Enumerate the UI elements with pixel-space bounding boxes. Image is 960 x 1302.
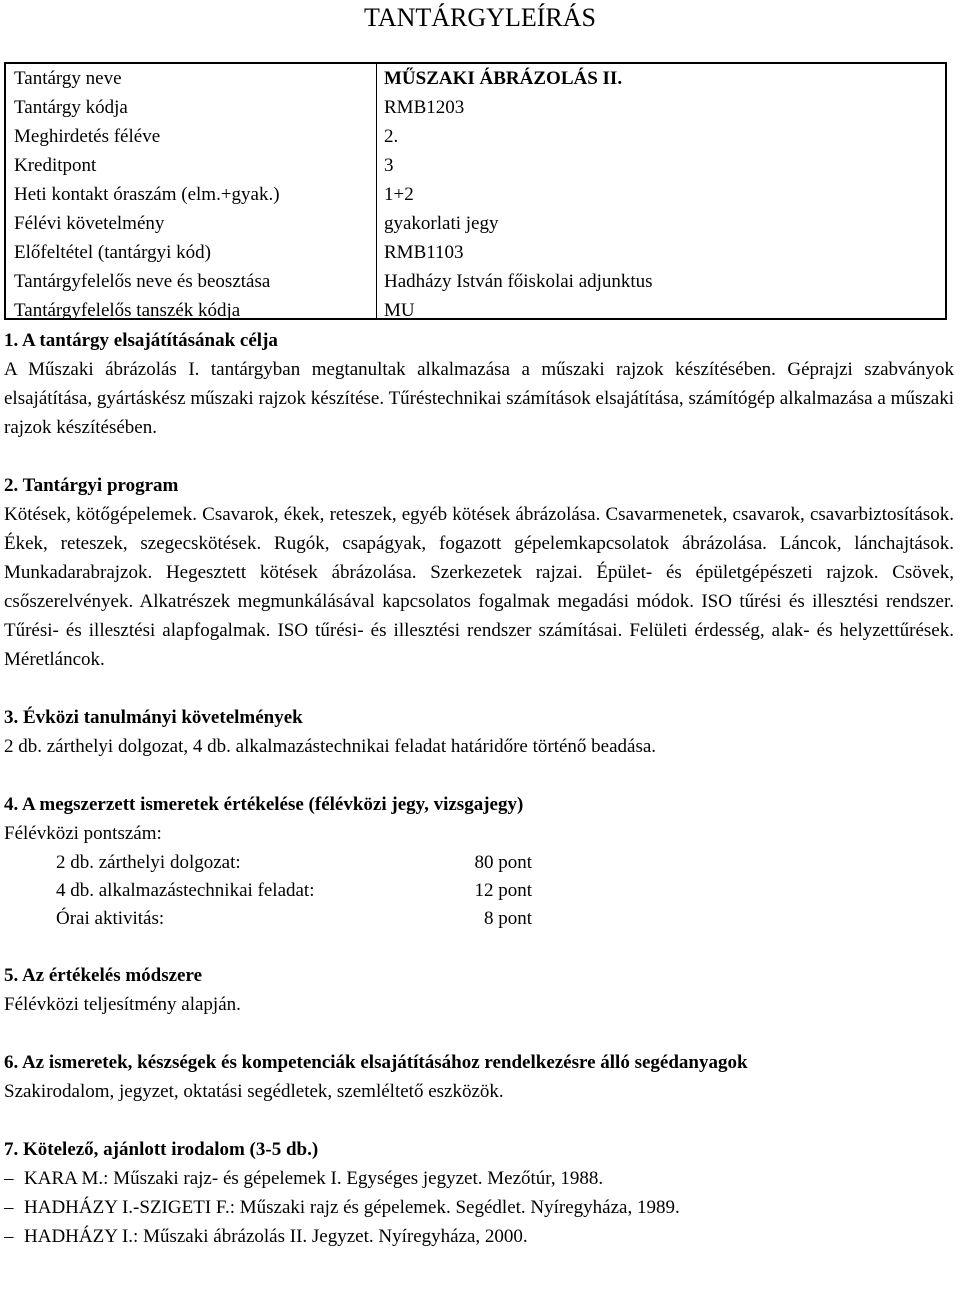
section-program (4, 471, 954, 674)
info-row (6, 64, 945, 93)
section-literature (4, 1135, 954, 1251)
section-heading: 3. Évközi tanulmányi követelmények (4, 707, 303, 728)
info-value: MU (384, 300, 415, 321)
score-label: 4 db. alkalmazástechnikai feladat: (56, 880, 315, 901)
section-text: A Műszaki ábrázolás I. tantárgyban megtanultak alkalmazása a műszaki rajzok készítésében. Géprajzi szabványok elsajátítása, gyártáskész műszaki rajzok készítése. Tűréstechnikai számítások elsajátítása, számítógép alkalmazása a műszaki rajzok készítésében. (4, 359, 954, 438)
info-row (6, 209, 945, 238)
info-row (6, 122, 945, 151)
section-method (4, 961, 954, 1019)
literature-entry: KARA M.: Műszaki rajz- és gépelemek I. Egységes jegyzet. Mezőtúr, 1988. (24, 1168, 604, 1189)
section-text: Kötések, kötőgépelemek. Csavarok, ékek, reteszek, egyéb kötések ábrázolása. Csavarmenetek, csavarok, csavarbiztosítások. Ékek, reteszek, szegecskötések. Rugók, csapágyak, fogazott gépelemkapcsolatok ábrázolása. Láncok, lánchajtások. Munkadarabrajzok. Hegesztett kötések ábrázolása. Szerkezetek rajzai. Épület- és épületgépészeti rajzok. Csövek, csőszerelvények. Alkatrészek megmunkálásával kapcsolatos fogalmak megadási módok. ISO tűrési és illesztési rendszer. Tűrési- és illesztési alapfogalmak. ISO tűrési- és illesztési rendszer számításai. Felületi érdesség, alak- és helyzettűrések. Méretláncok. (4, 504, 954, 670)
section-evaluation (4, 790, 954, 932)
info-value: 2. (384, 126, 399, 147)
info-row (6, 151, 945, 180)
info-row (6, 93, 945, 122)
score-points: 8 pont (483, 908, 532, 929)
info-value: Hadházy István főiskolai adjunktus (384, 271, 653, 292)
section-text: 2 db. zárthelyi dolgozat, 4 db. alkalmazástechnikai feladat határidőre történő beadása. (4, 736, 657, 757)
course-info-table (4, 62, 947, 320)
info-value: 3 (384, 155, 394, 176)
document-body (4, 326, 954, 1280)
section-heading: 2. Tantárgyi program (4, 475, 179, 496)
info-value: MŰSZAKI ÁBRÁZOLÁS II. (384, 68, 623, 89)
section-materials (4, 1048, 954, 1106)
column-divider (376, 64, 377, 318)
score-row (56, 904, 954, 932)
info-value: RMB1103 (384, 242, 464, 263)
section-requirements (4, 703, 954, 761)
score-points: 80 pont (474, 852, 532, 873)
info-row (6, 267, 945, 296)
score-row (56, 876, 954, 904)
score-label: 2 db. zárthelyi dolgozat: (56, 852, 241, 873)
info-value: RMB1203 (384, 97, 465, 118)
info-value: 1+2 (384, 184, 414, 205)
list-item (4, 1193, 954, 1222)
info-label: Tantárgy kódja (14, 97, 128, 118)
score-points: 12 pont (474, 880, 532, 901)
score-row (56, 848, 954, 876)
list-item (4, 1222, 954, 1251)
list-item (4, 1164, 954, 1193)
info-value: gyakorlati jegy (384, 213, 499, 234)
literature-list (4, 1164, 954, 1251)
info-label: Előfeltétel (tantárgyi kód) (14, 242, 211, 263)
section-heading: 7. Kötelező, ajánlott irodalom (3-5 db.) (4, 1139, 319, 1160)
section-heading: 5. Az értékelés módszere (4, 965, 203, 986)
dash-bullet: – (4, 1197, 14, 1218)
info-label: Meghirdetés féléve (14, 126, 161, 147)
literature-entry: HADHÁZY I.-SZIGETI F.: Műszaki rajz és gépelemek. Segédlet. Nyíregyháza, 1989. (24, 1197, 680, 1218)
info-label: Tantárgy neve (14, 68, 122, 89)
info-label: Félévi követelmény (14, 213, 165, 234)
document-title: TANTÁRGYLEÍRÁS (364, 3, 596, 32)
info-label: Tantárgyfelelős neve és beosztása (14, 271, 271, 292)
info-row (6, 180, 945, 209)
info-row (6, 296, 945, 325)
info-label: Heti kontakt óraszám (elm.+gyak.) (14, 184, 280, 205)
section-heading: 4. A megszerzett ismeretek értékelése (félévközi jegy, vizsgajegy) (4, 794, 524, 815)
score-label: Órai aktivitás: (56, 908, 165, 929)
section-text: Szakirodalom, jegyzet, oktatási segédletek, szemléltető eszközök. (4, 1081, 504, 1102)
dash-bullet: – (4, 1226, 14, 1247)
section-aim (4, 326, 954, 442)
dash-bullet: – (4, 1168, 14, 1189)
score-table (56, 848, 954, 932)
literature-entry: HADHÁZY I.: Műszaki ábrázolás II. Jegyzet. Nyíregyháza, 2000. (24, 1226, 528, 1247)
info-label: Tantárgyfelelős tanszék kódja (14, 300, 241, 321)
section-heading: 6. Az ismeretek, készségek és kompetenciák elsajátításához rendelkezésre álló segédanyagok (4, 1052, 748, 1073)
section-intro: Félévközi pontszám: (4, 823, 162, 844)
info-row (6, 238, 945, 267)
section-text: Félévközi teljesítmény alapján. (4, 994, 241, 1015)
section-heading: 1. A tantárgy elsajátításának célja (4, 330, 278, 351)
info-label: Kreditpont (14, 155, 97, 176)
